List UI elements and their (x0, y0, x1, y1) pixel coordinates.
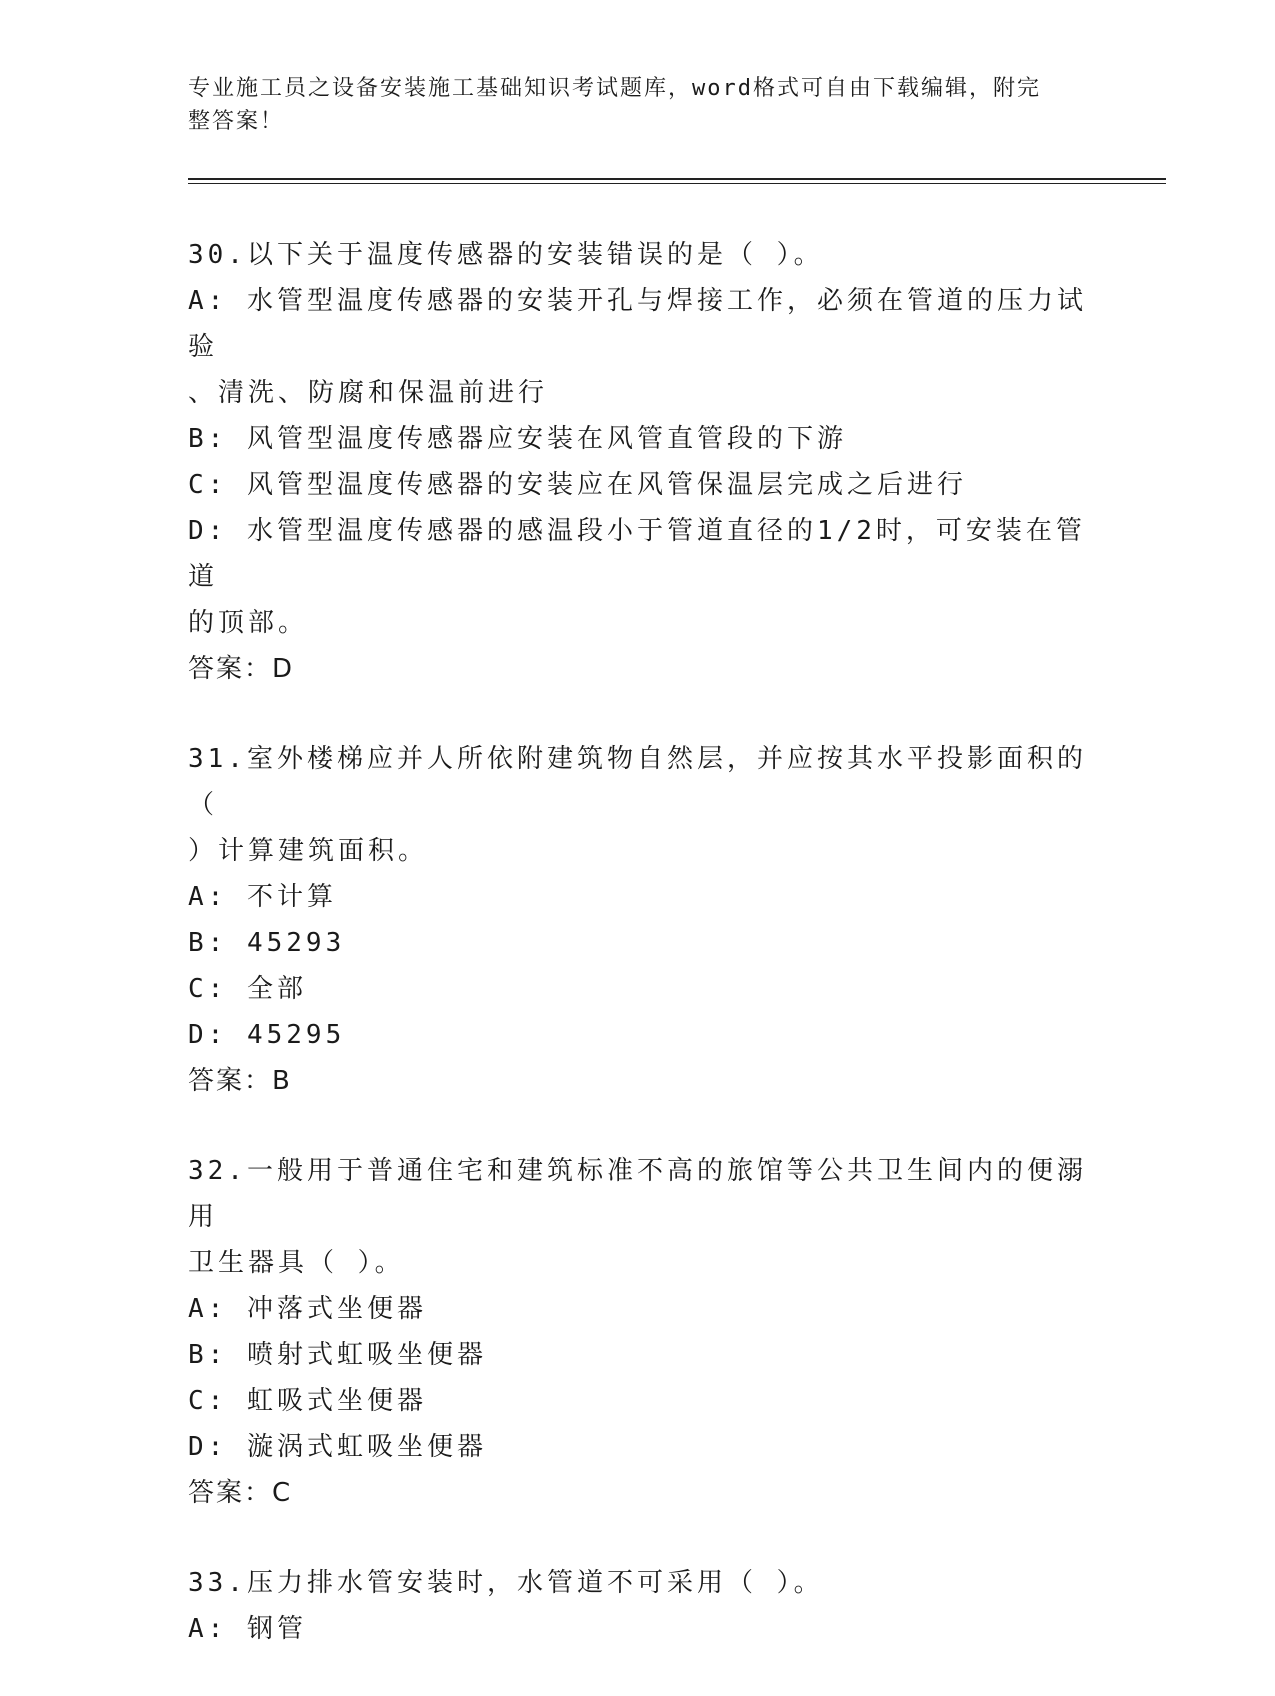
question-text: 32.一般用于普通住宅和建筑标准不高的旅馆等公共卫生间内的便溺用 (188, 1156, 1087, 1232)
answer-text: 答案：B (188, 1066, 292, 1096)
question-block (188, 1560, 1088, 1652)
question-block (188, 232, 1088, 692)
document-header (188, 72, 1088, 138)
answer-text: 答案：D (188, 654, 295, 684)
header-divider-thin (188, 183, 1166, 184)
question-text: 卫生器具（ ）。 (188, 1248, 405, 1278)
option-text: B: 喷射式虹吸坐便器 (188, 1340, 487, 1370)
question-text: 30.以下关于温度传感器的安装错误的是（ ）。 (188, 240, 824, 270)
option-text: A: 不计算 (188, 882, 337, 912)
option-text: A: 钢管 (188, 1614, 307, 1644)
question-list (188, 232, 1088, 1696)
question-block (188, 736, 1088, 1104)
option-text: B: 风管型温度传感器应安装在风管直管段的下游 (188, 424, 847, 454)
question-text: ）计算建筑面积。 (188, 836, 429, 866)
option-text: A: 水管型温度传感器的安装开孔与焊接工作，必须在管道的压力试验 (188, 286, 1087, 362)
option-text: 、清洗、防腐和保温前进行 (188, 378, 549, 408)
option-text: D: 漩涡式虹吸坐便器 (188, 1432, 487, 1462)
option-text: A: 冲落式坐便器 (188, 1294, 427, 1324)
option-text: B: 45293 (188, 928, 346, 958)
question-text: 31.室外楼梯应并人所依附建筑物自然层，并应按其水平投影面积的（ (188, 744, 1087, 820)
option-text: C: 虹吸式坐便器 (188, 1386, 427, 1416)
option-text: D: 45295 (188, 1020, 346, 1050)
header-line-1: 专业施工员之设备安装施工基础知识考试题库，word格式可自由下载编辑，附完 (188, 76, 1041, 101)
header-line-2: 整答案！ (188, 109, 285, 134)
question-text: 33.压力排水管安装时，水管道不可采用（ ）。 (188, 1568, 824, 1598)
option-text: C: 风管型温度传感器的安装应在风管保温层完成之后进行 (188, 470, 967, 500)
header-divider-thick (188, 178, 1166, 180)
question-block (188, 1148, 1088, 1516)
option-text: 的顶部。 (188, 608, 309, 638)
option-text: C: 全部 (188, 974, 307, 1004)
answer-text: 答案：C (188, 1478, 293, 1508)
option-text: D: 水管型温度传感器的感温段小于管道直径的1/2时，可安装在管道 (188, 516, 1086, 592)
